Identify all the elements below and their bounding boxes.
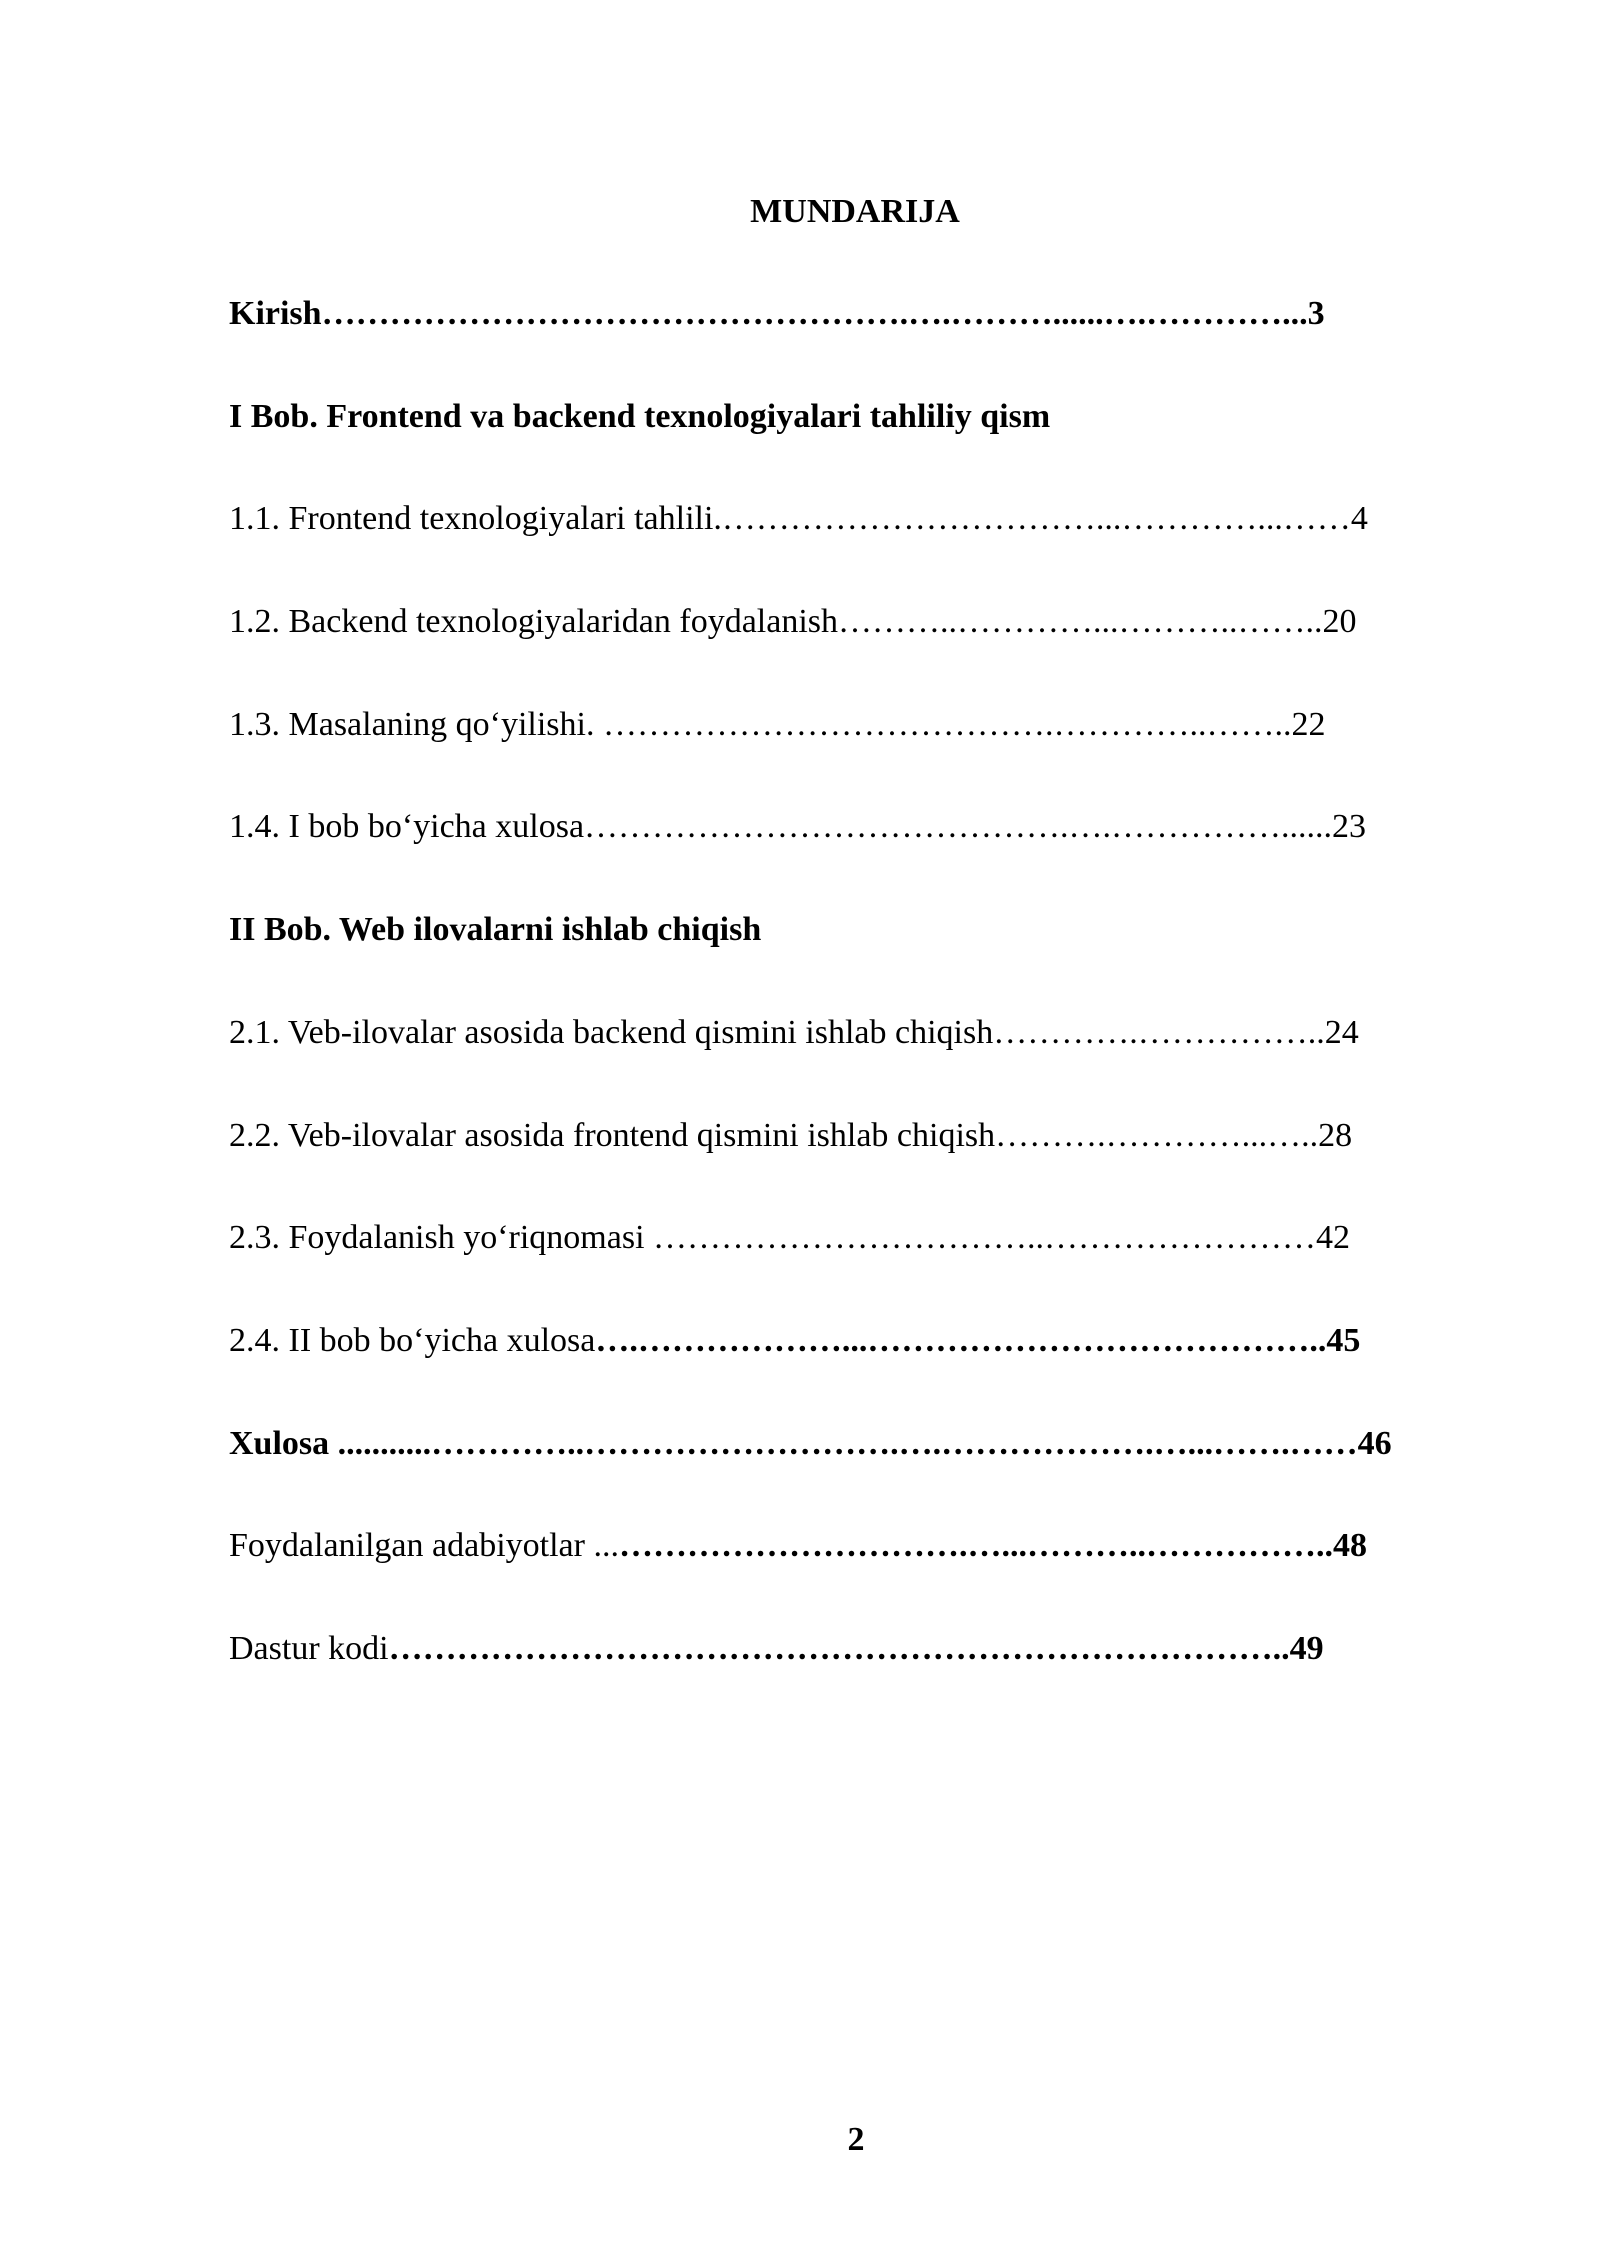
toc-entry-adabiyotlar-leader: ………………………….…...………..……………..48 [618, 1527, 1367, 1565]
toc-entry-adabiyotlar [229, 1524, 1479, 1627]
toc-entry-kirish: Kirish…………………………………………….….………......….…………...3 [229, 295, 1325, 332]
toc-entry-chapter-2: II Bob. Web ilovalarni ishlab chiqish [229, 911, 762, 949]
toc-entry-1-2: 1.2. Backend texnologiyalaridan foydalanish………..…………...………..……..20 [229, 603, 1357, 641]
toc-entry-2-4-title: 2.4. II bob bo‘yicha xulosa [229, 1321, 596, 1359]
page-number: 2 [847, 2121, 865, 2158]
toc-entry-dastur-kodi-title: Dastur kodi [229, 1629, 389, 1667]
toc-entry-1-1: 1.1. Frontend texnologiyalari tahlili.……………………………...…………...……4 [229, 500, 1368, 538]
toc-entry-1-3: 1.3. Masalaning qo‘yilishi. ………………………………….…………..……..22 [229, 705, 1326, 743]
toc-entry-dastur-kodi-leader: ……………………………………………………………………..49 [388, 1629, 1324, 1667]
toc-entry-2-4 [229, 1319, 1479, 1422]
table-of-contents [229, 292, 1479, 1730]
toc-entry-dastur-kodi [229, 1627, 1479, 1730]
toc-entry-2-4-leader: ….………………...…………………………………..45 [595, 1321, 1361, 1359]
toc-entry-2-2: 2.2. Veb-ilovalar asosida frontend qismini ishlab chiqish……….…………...…..28 [229, 1116, 1353, 1154]
toc-entry-adabiyotlar-title: Foydalanilgan adabiyotlar ... [229, 1527, 619, 1565]
page-title: MUNDARIJA [750, 193, 960, 230]
toc-entry-chapter-1: I Bob. Frontend va backend texnologiyalari tahliliy qism [229, 397, 1051, 435]
toc-entry-xulosa: Xulosa ...........…………..……………………….….……………….…...…….……46 [229, 1424, 1392, 1462]
toc-entry-2-3: 2.3. Foydalanish yo‘riqnomasi ……………………………..……………………42 [229, 1219, 1351, 1257]
toc-entry-1-4: 1.4. I bob bo‘yicha xulosa…………………………………….….……………......23 [229, 808, 1367, 846]
toc-entry-2-1: 2.1. Veb-ilovalar asosida backend qismini ishlab chiqish………….……………..24 [229, 1013, 1359, 1051]
